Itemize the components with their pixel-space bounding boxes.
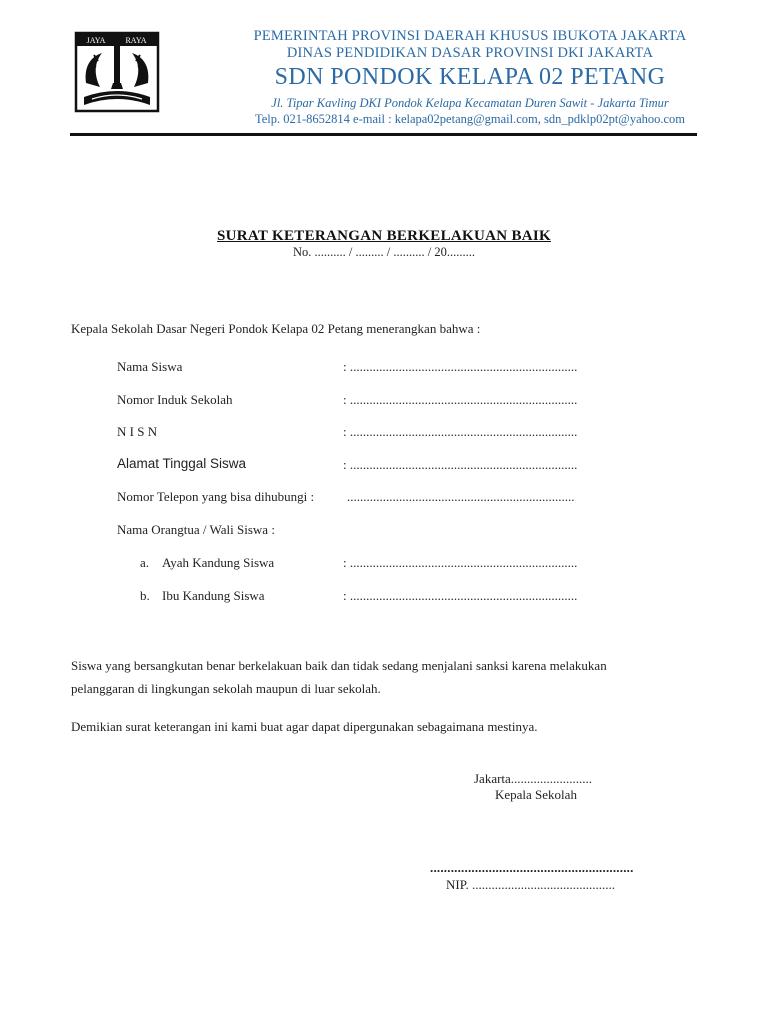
field-letter-ayah: a. [140,555,150,570]
svg-text:JAYA: JAYA [86,36,106,45]
field-label-telepon: Nomor Telepon yang bisa dihubungi : [117,489,315,504]
field-value-ibu: : ...................................................................... [343,588,578,603]
signature-place: Jakarta......................... [474,771,593,786]
field-label-nisn: N I S N [117,424,158,439]
jakarta-emblem-logo [74,31,160,113]
field-label-nomor-induk: Nomor Induk Sekolah [117,392,233,407]
signature-role: Kepala Sekolah [495,787,577,802]
field-value-ayah: : ...................................................................... [343,555,578,570]
field-value-telepon: ...................................................................... [347,489,575,504]
field-label-ayah: Ayah Kandung Siswa [162,555,275,570]
field-label-ibu: Ibu Kandung Siswa [162,588,265,603]
field-label-orangtua: Nama Orangtua / Wali Siswa : [117,522,275,537]
field-label-nama-siswa: Nama Siswa [117,359,183,374]
letterhead-school-name: SDN PONDOK KELAPA 02 PETANG [274,64,666,90]
letterhead-department: DINAS PENDIDIKAN DASAR PROVINSI DKI JAKARTA [286,45,654,61]
letterhead-divider [70,133,697,136]
svg-text:RAYA: RAYA [125,36,147,45]
signature-name-line: ........................................................... [430,860,634,875]
field-value-alamat: : ...................................................................... [343,457,578,472]
letterhead-government: PEMERINTAH PROVINSI DAERAH KHUSUS IBUKOTA JAKARTA [253,28,687,44]
document-title: SURAT KETERANGAN BERKELAKUAN BAIK [217,228,551,244]
statement-line-1: Siswa yang bersangkutan benar berkelakuan baik dan tidak sedang menjalani sanksi karena melakukan [71,658,607,673]
letterhead-contact: Telp. 021-8652814 e-mail : kelapa02petang@gmail.com, sdn_pdklp02pt@yahoo.com [254,112,686,126]
signature-nip: NIP. ............................................ [446,877,616,892]
field-label-alamat: Alamat Tinggal Siswa [117,456,247,471]
field-letter-ibu: b. [140,588,150,603]
document-number: No. .......... / ......... / .......... / 20......... [293,245,475,259]
statement-line-2: pelanggaran di lingkungan sekolah maupun di luar sekolah. [71,681,381,696]
closing-text: Demikian surat keterangan ini kami buat agar dapat dipergunakan sebagaimana mestinya. [71,719,538,734]
field-value-nomor-induk: : ...................................................................... [343,392,578,407]
letterhead-address: Jl. Tipar Kavling DKI Pondok Kelapa Kecamatan Duren Sawit - Jakarta Timur [271,96,669,110]
field-value-nisn: : ...................................................................... [343,424,578,439]
field-value-nama-siswa: : ...................................................................... [343,359,578,374]
intro-text: Kepala Sekolah Dasar Negeri Pondok Kelapa 02 Petang menerangkan bahwa : [71,321,481,336]
